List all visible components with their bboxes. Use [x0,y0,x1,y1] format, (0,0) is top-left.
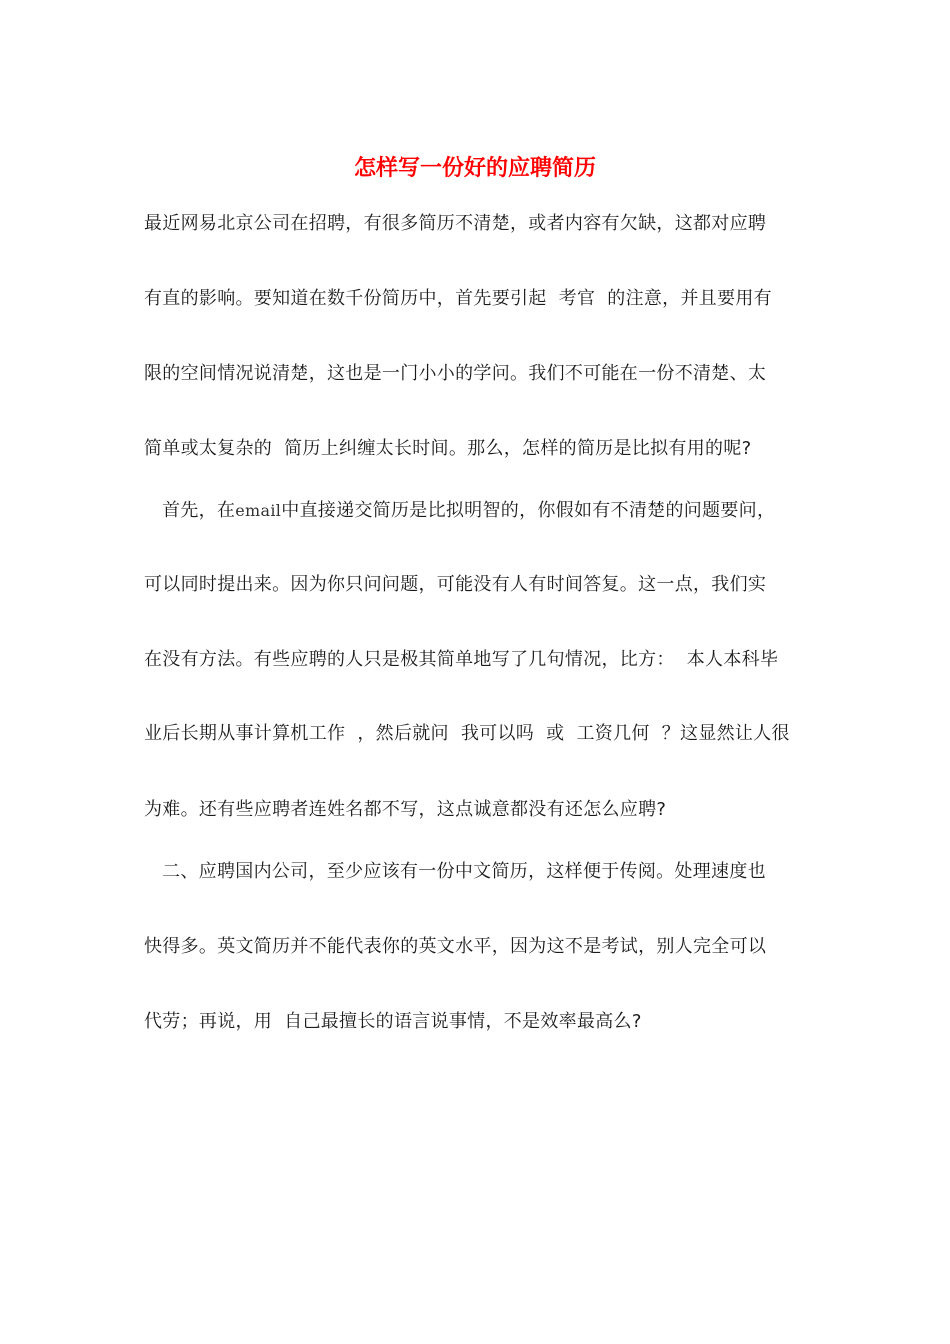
text-line-8: 业后长期从事计算机工作 ，然后就问 我可以吗 或 工资几何 ？这显然让人很 [144,723,790,744]
text-line-5 [144,497,775,525]
text-line-1: 最近网易北京公司在招聘，有很多简历不清楚，或者内容有欠缺，这都对应聘 [144,213,767,234]
email-word: email [235,501,282,520]
text-line-2: 有直的影响。要知道在数千份简历中，首先要引起 考官 的注意，并且要用有 [144,288,772,309]
text-line-4: 简单或太复杂的 简历上纠缠太长时间。那么，怎样的简历是比拟有用的呢? [144,438,752,459]
text-line-5-prefix: 首先，在 [144,500,236,521]
text-line-9: 为难。还有些应聘者连姓名都不写，这点诚意都没有还怎么应聘? [144,799,667,820]
text-line-10: 二、应聘国内公司，至少应该有一份中文简历，这样便于传阅。处理速度也 [144,861,766,882]
text-line-7: 在没有方法。有些应聘的人只是极其简单地写了几句情况，比方： 本人本科毕 [144,649,779,670]
text-line-12: 代劳；再说，用 自己最擅长的语言说事情，不是效率最高么? [144,1011,642,1032]
text-line-3: 限的空间情况说清楚，这也是一门小小的学问。我们不可能在一份不清楚、太 [144,363,767,384]
document-title: 怎样写一份好的应聘简历 [353,155,596,181]
text-line-6: 可以同时提出来。因为你只问问题，可能没有人有时间答复。这一点，我们实 [144,574,767,595]
text-line-5-suffix: 中直接递交简历是比拟明智的，你假如有不清楚的问题要问， [281,500,776,521]
text-line-11: 快得多。英文简历并不能代表你的英文水平，因为这不是考试，别人完全可以 [144,936,767,957]
